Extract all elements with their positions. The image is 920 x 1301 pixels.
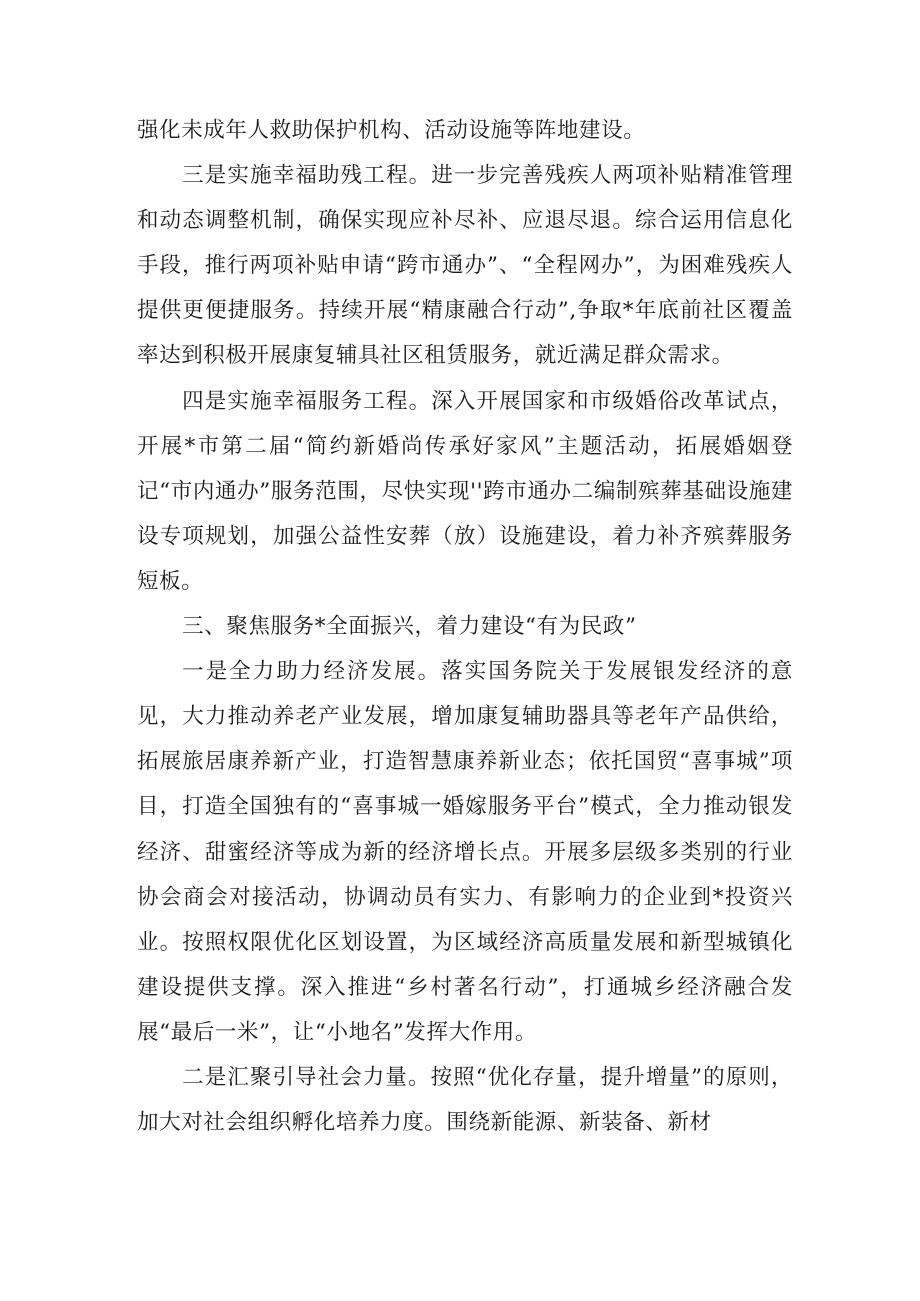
paragraph-2: 三是实施幸福助残工程。进一步完善残疾人两项补贴精准管理和动态调整机制，确保实现应补尽补、应退尽退。综合运用信息化手段，推行两项补贴申请“跨市通办”、“全程网办”，为困难残疾人提供更便捷服务。持续开展“精康融合行动”,争取*年底前社区覆盖率达到积极开展康复辅具社区租赁服务，就近满足群众需求。 (137, 163, 793, 369)
document-body (137, 108, 793, 1145)
paragraph-4: 一是全力助力经济发展。落实国务院关于发展银发经济的意见，大力推动养老产业发展，增加康复辅助器具等老年产品供给，拓展旅居康养新产业，打造智慧康养新业态；依托国贸“喜事城”项目，打造全国独有的“喜事城一婚嫁服务平台”模式，全力推动银发经济、甜蜜经济等成为新的经济增长点。开展多层级多类别的行业协会商会对接活动，协调动员有实力、有影响力的企业到*投资兴业。按照权限优化区划设置，为区域经济高质量发展和新型城镇化建设提供支撑。深入推进“乡村著名行动”，打通城乡经济融合发展“最后一米”，让“小地名”发挥大作用。 (137, 659, 793, 1045)
paragraph-3: 四是实施幸福服务工程。深入开展国家和市级婚俗改革试点，开展*市第二届“简约新婚尚传承好家风”主题活动，拓展婚姻登记“市内通办”服务范围，尽快实现''跨市通办二编制殡葬基础设施建设专项规划，加强公益性安葬（放）设施建设，着力补齐殡葬服务短板。 (137, 388, 793, 594)
paragraph-1: 强化未成年人救助保护机构、活动设施等阵地建设。 (137, 118, 646, 143)
section-heading: 三、聚焦服务*全面振兴，着力建设“有为民政” (182, 614, 637, 640)
paragraph-5: 二是汇聚引导社会力量。按照“优化存量，提升增量”的原则，加大对社会组织孵化培养力度。围绕新能源、新装备、新材 (137, 1064, 793, 1136)
